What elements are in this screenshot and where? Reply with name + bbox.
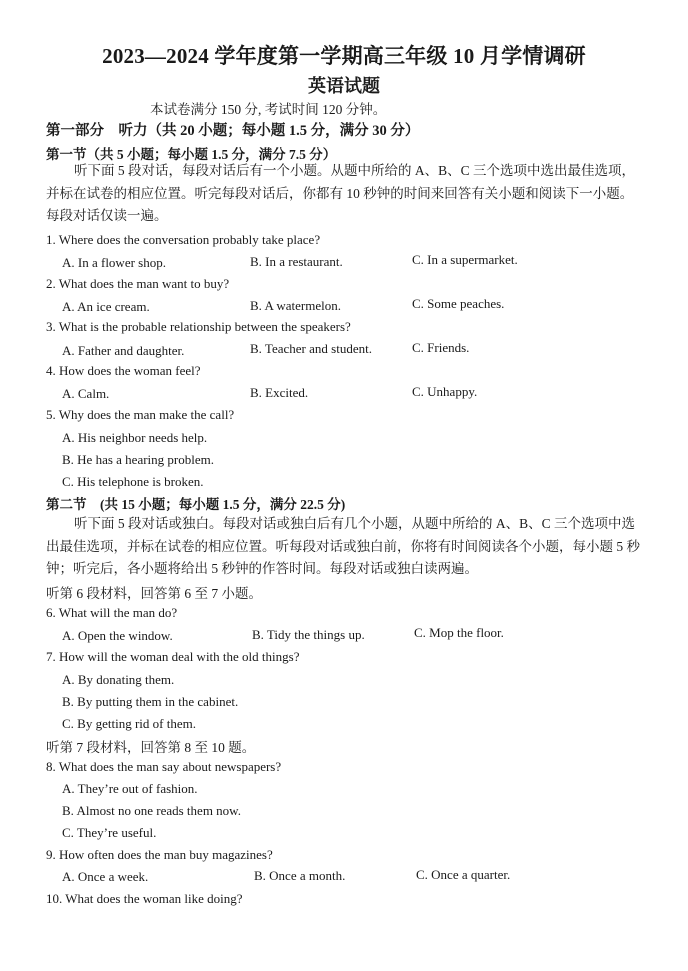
q8-option-b: B. Almost no one reads them now.	[62, 803, 241, 818]
q3-option-c: C. Friends.	[412, 340, 470, 355]
question-10: 10. What does the woman like doing?	[46, 891, 243, 906]
section1-instructions	[46, 160, 646, 228]
question-4: 4. How does the woman feel?	[46, 363, 201, 378]
q6-option-b: B. Tidy the things up.	[252, 627, 365, 642]
q3-option-b: B. Teacher and student.	[250, 341, 372, 356]
exam-title: 2023—2024 学年度第一学期高三年级 10 月学情调研	[102, 44, 586, 68]
q9-option-c: C. Once a quarter.	[416, 867, 511, 882]
q6-option-a: A. Open the window.	[62, 628, 173, 643]
q4-option-b: B. Excited.	[250, 385, 309, 400]
exam-note: 本试卷满分 150 分, 考试时间 120 分钟。	[150, 102, 387, 117]
q5-option-b: B. He has a hearing problem.	[62, 452, 214, 467]
question-9: 9. How often does the man buy magazines?	[46, 847, 273, 862]
q3-option-a: A. Father and daughter.	[62, 343, 185, 358]
q9-option-b: B. Once a month.	[254, 868, 346, 883]
question-7: 7. How will the woman deal with the old things?	[46, 649, 300, 664]
part1-heading: 第一部分 听力（共 20 小题；每小题 1.5 分，满分 30 分）	[46, 123, 420, 139]
q7-option-a: A. By donating them.	[62, 672, 175, 687]
q1-option-b: B. In a restaurant.	[250, 254, 343, 269]
section2-heading: 第二节 (共 15 小题；每小题 1.5 分，满分 22.5 分)	[46, 497, 346, 512]
section1-heading: 第一节（共 5 小题；每小题 1.5 分，满分 7.5 分）	[46, 147, 337, 162]
question-2: 2. What does the man want to buy?	[46, 276, 230, 291]
q9-option-a: A. Once a week.	[62, 869, 149, 884]
question-8: 8. What does the man say about newspapers?	[46, 759, 282, 774]
q5-option-a: A. His neighbor needs help.	[62, 430, 208, 445]
q7-option-b: B. By putting them in the cabinet.	[62, 694, 239, 709]
question-3: 3. What is the probable relationship between the speakers?	[46, 319, 351, 334]
section2-instructions-text: 听下面 5 段对话或独白。每段对话或独白后有几个小题，从题中所给的 A、B、C 三个选项中选出最佳选项，并标在试卷的相应位置。听每段对话或独白前，你将有时间阅读各个小题，每小题 5 秒钟；听完后，各小题将给出 5 秒钟的作答时间。每段对话或独白读两遍。	[46, 516, 640, 576]
q1-option-c: C. In a supermarket.	[412, 252, 518, 267]
section1-instructions-text: 听下面 5 段对话，每段对话后有一个小题。从题中所给的 A、B、C 三个选项中选出最佳选项，并标在试卷的相应位置。听完每段对话后，你都有 10 秒钟的时间来回答有关小题和阅读下一小题。每段对话仅读一遍。	[46, 163, 636, 223]
q2-option-b: B. A watermelon.	[250, 298, 341, 313]
q5-option-c: C. His telephone is broken.	[62, 474, 204, 489]
q1-option-a: A. In a flower shop.	[62, 255, 166, 270]
q6-option-c: C. Mop the floor.	[414, 625, 504, 640]
q4-option-c: C. Unhappy.	[412, 384, 478, 399]
q2-option-c: C. Some peaches.	[412, 296, 505, 311]
material-7-instruction: 听第 7 段材料，回答第 8 至 10 题。	[46, 740, 256, 755]
exam-subtitle: 英语试题	[308, 76, 380, 96]
q8-option-a: A. They’re out of fashion.	[62, 781, 198, 796]
q8-option-c: C. They’re useful.	[62, 825, 157, 840]
question-6: 6. What will the man do?	[46, 605, 178, 620]
q7-option-c: C. By getting rid of them.	[62, 716, 196, 731]
q2-option-a: A. An ice cream.	[62, 299, 150, 314]
material-6-instruction: 听第 6 段材料，回答第 6 至 7 小题。	[46, 586, 262, 601]
section2-instructions	[46, 513, 646, 581]
question-5: 5. Why does the man make the call?	[46, 407, 235, 422]
question-1: 1. Where does the conversation probably take place?	[46, 232, 321, 247]
q4-option-a: A. Calm.	[62, 386, 110, 401]
